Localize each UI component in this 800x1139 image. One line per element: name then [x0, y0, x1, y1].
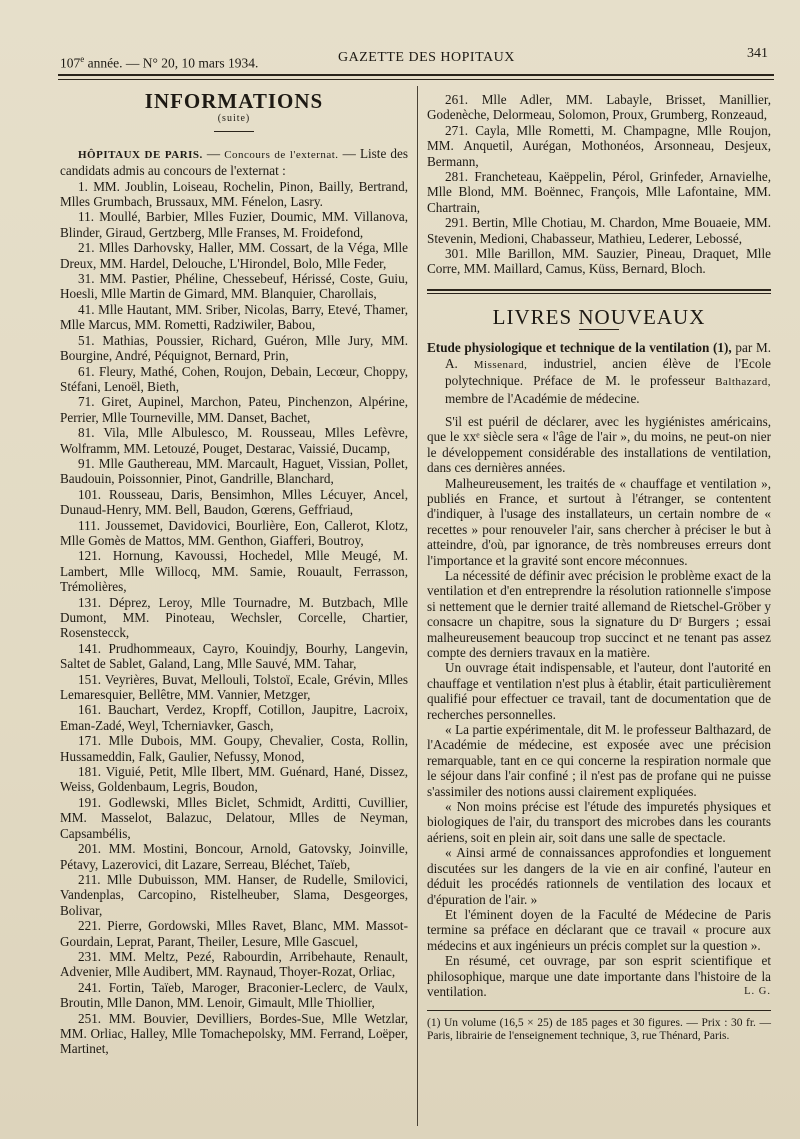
informations-title: INFORMATIONS [144, 89, 324, 113]
candidate-group: 301. Mlle Barillon, MM. Sauzier, Pineau, Draquet, Mlle Corre, MM. Maillard, Camus, Küss, Bernard, Bloch. [427, 246, 771, 277]
review-paragraph: « Non moins précise est l'étude des impuretés physiques et biologiques de l'air, du transport des microbes dans les courants aériens, soit en plein air, soit dans une salle de spectacle. [427, 799, 771, 845]
title-dash [214, 131, 254, 132]
candidate-group: 251. MM. Bouvier, Devilliers, Bordes-Sue, Mlle Wetzlar, MM. Orliac, Halley, Mlle Tomachepolsky, MM. Ferrand, Loëper, Martinet, [60, 1010, 408, 1057]
candidate-group: 191. Godlewski, Mlles Biclet, Schmidt, Arditti, Cuvillier, MM. Masselot, Balazuc, Delatour, Mlles de Neyman, Capsambélis, [60, 794, 408, 841]
candidate-group: 281. Francheteau, Kaëppelin, Pérol, Grinfeder, Arnavielhe, Mlle Blond, MM. Boënnec, François, Mlle Lafontaine, MM. Chartrain, [427, 169, 771, 215]
candidate-group: 141. Prudhommeaux, Cayro, Kouindjy, Bourhy, Langevin, Saltet de Sablet, Galand, Lang, Mlle Sauvé, MM. Tahar, [60, 640, 408, 672]
candidate-group: 221. Pierre, Gordowski, Mlles Ravet, Blanc, MM. Massot-Gourdain, Leprat, Parant, Theiler, Lesure, Mlle Gascuel, [60, 918, 408, 949]
candidate-group: 81. Vila, Mlle Albulesco, M. Rousseau, Mlles Lefèvre, Wolframm, MM. Letouzé, Pouget, Destarac, Vaissié, Ducamp, [60, 425, 408, 456]
right-column [427, 92, 771, 1044]
candidate-group: 131. Déprez, Leroy, Mlle Tournadre, M. Butzbach, Mlle Dumont, MM. Pinoteau, Wechsler, Corcelle, Chartier, Rosenstecck, [60, 594, 408, 641]
candidate-group: 61. Fleury, Mathé, Cohen, Roujon, Debain, Lecœur, Choppy, Stéfani, Lenoël, Bieth, [60, 363, 408, 394]
review-signature: L. G. [744, 986, 771, 998]
candidate-group: 211. Mlle Dubuisson, MM. Hanser, de Rudelle, Smilovici, Vandenplas, Carcopino, Ristelheuber, Slama, Desgeorges, Bolivar, [60, 871, 408, 918]
review-paragraph: « La partie expérimentale, dit M. le professeur Balthazard, de l'Académie de médecine, est exposée avec une précision remarquable, tant en ce qui concerne la respiration normale que le séjour dans l'air confiné ; il n'est pas de profane qui ne puisse s'assimiler des notions aussi clairement expliquées. [427, 722, 771, 799]
candidate-group: 101. Rousseau, Daris, Bensimhon, Mlles Lécuyer, Ancel, Dunaud-Henry, MM. Bell, Baudon, Gœrens, Geffriaud, [60, 486, 408, 518]
review-paragraph: La nécessité de définir avec précision le problème exact de la ventilation et d'en entreprendre la résolution rationnelle s'impose si nettement que le dernier traité allemand de Rietschel-Gröber y consacre un chapitre, sous la signature du Dʳ Burgers ; essai malheureusement beaucoup trop succinct et ne tenant pas assez compte des derniers travaux en la matière. [427, 567, 771, 660]
candidate-list-continued [427, 92, 771, 277]
candidate-group: 51. Mathias, Poussier, Richard, Guéron, Mlle Jury, MM. Bourgine, André, Péquignot, Bernard, Prin, [60, 332, 408, 364]
candidate-group: 181. Viguié, Petit, Mlle Ilbert, MM. Guénard, Hané, Dissez, Weiss, Goldenbaum, Legris, Boudon, [60, 764, 408, 795]
review-paragraph: En résumé, cet ouvrage, par son esprit scientifique et philosophique, marque une date importante dans l'histoire de la ventilation. [427, 953, 771, 999]
book-entry: Etude physiologique et technique de la ventilation (1), par M. A. Missenard, industriel, ancien élève de l'Ecole polytechnique. Préface de M. le professeur Balthazard, membre de l'Académie de médecine. [427, 340, 771, 406]
review-paragraph: Malheureusement, les traités de « chauffage et ventilation », publiés en France, et surtout à l'étranger, se contentent d'indiquer, à l'usage des installateurs, un certain nombre de « recettes » pour renouveler l'air, sans chercher à préciser le but à atteindre, d'où, par ignorance, de très nombreuses erreurs dont l'importance et la gravité sont encore méconnues. [427, 475, 771, 568]
candidate-group: 271. Cayla, Mlle Rometti, M. Champagne, Mlle Roujon, MM. Anquetil, Aurégan, Mothonéos, Arsonneau, Desjeux, Bermann, [427, 122, 771, 169]
footnote: (1) Un volume (16,5 × 25) de 185 pages et 30 figures. — Prix : 30 fr. — Paris, librairie de l'enseignement technique, 3, rue Thénard, Paris. [427, 1016, 771, 1043]
candidate-group: 151. Veyrières, Buvat, Mellouli, Tolstoï, Ecale, Grévin, Mlles Lemaresquier, Bellêtre, MM. Vannier, Metzger, [60, 671, 408, 703]
candidate-group: 231. MM. Meltz, Pezé, Rabourdin, Arribehaute, Renault, Advenier, Mlle Audibert, MM. Raynaud, Thoyer-Rozat, Orliac, [60, 948, 408, 980]
livres-title: LIVRES NOUVEAUX [492, 304, 706, 329]
header-rule [58, 74, 774, 80]
review-paragraph: S'il est puéril de déclarer, avec les hygiénistes américains, que le xxᵉ siècle sera « l'âge de l'air », du moins, ne peut-on nier le développement considérable des installations de ventilation, dans ces dernières années. [427, 413, 771, 476]
journal-title: GAZETTE DES HOPITAUX [338, 50, 515, 65]
candidate-group: 41. Mlle Hautant, MM. Sriber, Nicolas, Barry, Etevé, Thamer, Mlle Marcus, MM. Rometti, Radziwiler, Babou, [60, 301, 408, 333]
candidate-group: 71. Giret, Aupinel, Marchon, Pateu, Pinchenzon, Alpérine, Perrier, Mlle Tourneville, MM. Danset, Bachet, [60, 394, 408, 425]
footnote-rule [427, 1010, 771, 1011]
page-header [60, 46, 770, 70]
candidate-group: 91. Mlle Gauthereau, MM. Marcault, Haguet, Vissian, Pollet, Baudouin, Poissonnier, Pinot, Gandrille, Blanchard, [60, 455, 408, 487]
candidate-group: 171. Mlle Dubois, MM. Goupy, Chevalier, Costa, Rollin, Hussameddin, Falk, Gaulier, Nefussy, Monod, [60, 733, 408, 764]
candidate-group: 121. Hornung, Kavoussi, Hochedel, Mlle Meugé, M. Lambert, Mlle Willocq, MM. Samie, Rouault, Ferrasson, Trémolières, [60, 548, 408, 595]
issue-info: 107e année. — N° 20, 10 mars 1934. [60, 54, 259, 71]
candidate-group: 111. Joussemet, Davidovici, Bourlière, Eon, Callerot, Klotz, Mlle Gomès de Mattos, MM. Genthon, Giafferi, Boutroy, [60, 517, 408, 548]
review-body [427, 414, 771, 999]
column-divider [417, 86, 418, 1126]
livres-dash [579, 329, 619, 330]
candidate-group: 201. MM. Mostini, Boncour, Arnold, Gatovsky, Joinville, Pétavy, Lazerovici, dit Lazare, Serreau, Bléchet, Taïeb, [60, 841, 408, 872]
review-paragraph: Un ouvrage était indispensable, et l'auteur, dont l'autorité en chauffage et ventilation n'est plus à établir, était particulièrement qualifié pour effectuer ce travail, tant de documentation que de recherches personnelles. [427, 660, 771, 722]
left-column [60, 89, 408, 1057]
candidate-group: 161. Bauchart, Verdez, Kropff, Cotillon, Jaupitre, Lacroix, Eman-Zadé, Weyl, Tcherniavker, Gasch, [60, 702, 408, 733]
candidate-group: 31. MM. Pastier, Phéline, Chessebeuf, Hérissé, Coste, Guiu, Hoesli, Mlle Martin de Gimard, MM. Blanquier, Charollais, [60, 271, 408, 302]
candidate-group: 11. Moullé, Barbier, Mlles Fuzier, Doumic, MM. Villanova, Blinder, Giraud, Gertzberg, Mlle Franses, M. Froidefond, [60, 209, 408, 240]
candidate-group: 241. Fortin, Taïeb, Maroger, Braconier-Leclerc, de Vaulx, Broutin, Mlle Danon, MM. Lenoir, Gimault, Mlle Thiollier, [60, 979, 408, 1011]
candidate-group: 1. MM. Joublin, Loiseau, Rochelin, Pinon, Bailly, Bertrand, Mlles Grumbach, Brussaux, MM. Fénelon, Lasry. [60, 178, 408, 210]
review-paragraph: Et l'éminent doyen de la Faculté de Médecine de Paris termine sa préface en déclarant que ce travail « procure aux médecins et aux ingénieurs un précis complet sur la question ». [427, 906, 771, 953]
review-paragraph: « Ainsi armé de connaissances approfondies et longuement discutées sur les dangers de la vie en air confiné, l'auteur en déduit les procédés rationnels de ventilation des locaux et d'épuration de l'air. » [427, 845, 771, 907]
candidate-group: 291. Bertin, Mlle Chotiau, M. Chardon, Mme Bouaeie, MM. Stevenin, Medioni, Chabasseur, Mathieu, Lederer, Lebossé, [427, 215, 771, 246]
candidate-list [60, 179, 408, 1057]
section-rule [427, 289, 771, 294]
candidate-group: 261. Mlle Adler, MM. Labayle, Brisset, Manillier, Godenèche, Delormeau, Solomon, Proux, Grumberg, Ronzeaud, [427, 92, 771, 123]
candidate-group: 21. Mlles Darhovsky, Haller, MM. Cossart, de la Véga, Mlle Dreux, MM. Hardel, Delouche, L'Hirondel, Bolo, Mlle Feder, [60, 240, 408, 271]
lead-paragraph: HÔPITAUX DE PARIS. — Concours de l'externat. — Liste des candidats admis au concours de l'externat : [60, 145, 408, 179]
page-number: 341 [747, 46, 768, 61]
informations-subtitle: (suite) [217, 113, 251, 125]
